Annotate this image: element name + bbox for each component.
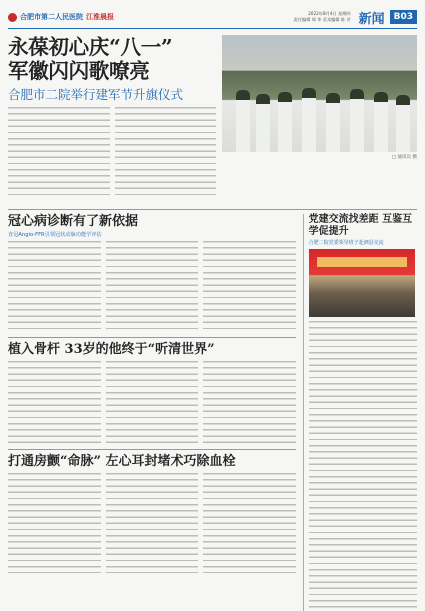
page-header <box>8 6 417 29</box>
editor-line: 责任编辑 郑 华 美术编辑 陈 芳 <box>293 17 351 22</box>
lead-headline-line2: 军徽闪闪歌嘹亮 <box>8 59 150 83</box>
ear-article <box>8 342 296 445</box>
issue-date: 2022年8月4日 星期四 <box>308 11 351 16</box>
page-number: B03 <box>390 10 417 24</box>
hospital-logo-icon <box>8 13 17 22</box>
heart-article-title: 冠心病诊断有了新依据 <box>8 214 139 229</box>
ear-article-title: 植入骨杆 33岁的他终于“听清世界” <box>8 342 215 357</box>
hospital-name: 合肥市第二人民医院 <box>20 13 83 21</box>
party-article-subtitle: 合肥二院党委领导班子赴泗县交流 <box>308 240 384 246</box>
issue-info <box>294 11 351 23</box>
masthead <box>8 12 114 22</box>
party-article-text <box>309 321 417 611</box>
ivc-article-title: 打通房颤“命脉” 左心耳封堵术巧除血栓 <box>8 454 236 469</box>
lead-headline-line1: 永葆初心庆“八一” <box>8 35 173 59</box>
lead-text-column-1 <box>8 107 110 195</box>
lead-text-column-2 <box>115 107 217 195</box>
party-article-title: 党建交流找差距 互鉴互学促提升 <box>308 214 413 237</box>
right-article <box>303 214 417 611</box>
heart-article <box>8 214 296 333</box>
lead-body <box>8 107 216 195</box>
ivc-article <box>8 454 296 573</box>
photo-caption: □ 通讯员 摄 <box>391 155 417 160</box>
flag-ceremony-photo <box>222 35 417 152</box>
paper-name: 江淮晨报 <box>86 13 114 21</box>
lead-story <box>8 35 417 205</box>
left-articles <box>8 214 296 611</box>
lead-subhead: 合肥市二院举行建军节升旗仪式 <box>8 87 184 102</box>
heart-article-subtitle: 直冠Angio-FFR引领冠状动脉功能学评估 <box>8 232 102 238</box>
section-title: 新闻 <box>358 11 385 27</box>
exchange-meeting-photo <box>309 249 415 317</box>
lower-section <box>8 214 417 611</box>
